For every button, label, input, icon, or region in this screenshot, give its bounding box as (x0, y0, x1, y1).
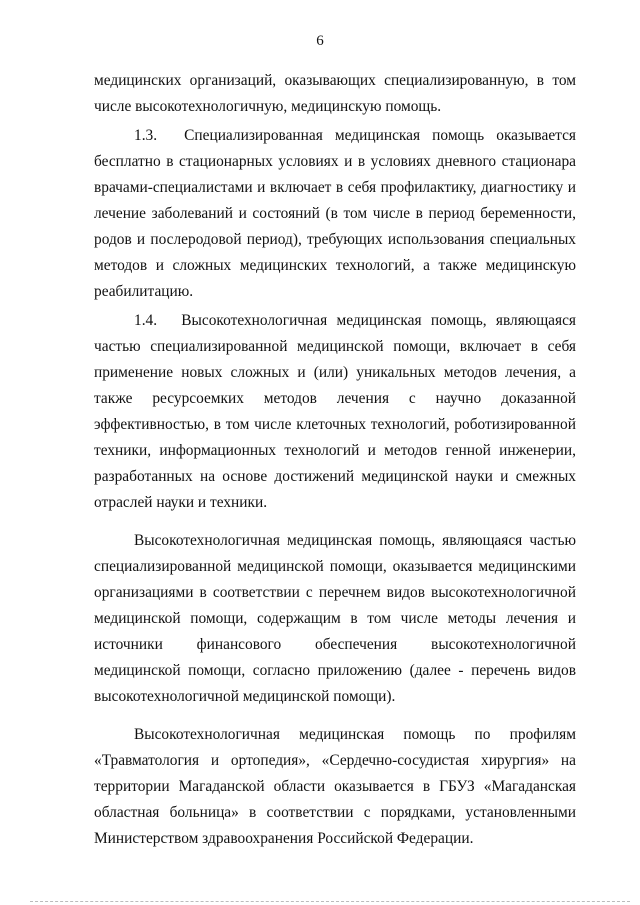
paragraph-clause-1-3 (94, 123, 576, 305)
paragraph-continuation: медицинских организаций, оказывающих специализированную, в том числе высокотехнологичную, медицинскую помощь. (94, 72, 576, 115)
paragraph-hightech-organizations: Высокотехнологичная медицинская помощь, являющаяся частью специализированной медицинской помощи, оказывается медицинскими организациями в соответствии с перечнем видов высокотехнологичной медицинской помощи, содержащим в том числе методы лечения и источники финансового обеспечения высокотехнологичной медицинской помощи, согласно приложению (далее - перечень видов высокотехнологичной медицинской помощи). (94, 532, 576, 705)
clause-number-1-4: 1.4. (134, 312, 158, 329)
clause-number-1-3: 1.3. (134, 127, 158, 144)
paragraph-hightech-profiles: Высокотехнологичная медицинская помощь по профилям «Травматология и ортопедия», «Сердечно-сосудистая хирургия» на территории Магаданской области оказывается в ГБУЗ «Магаданская областная больница» в соответствии с порядками, установленными Министерством здравоохранения Российской Федерации. (94, 726, 576, 847)
clause-text-1-3: Специализированная медицинская помощь оказывается бесплатно в стационарных условиях и в условиях дневного стационара врачами-специалистами и включает в себя профилактику, диагностику и лечение заболеваний и состояний (в том числе в период беременности, родов и послеродовой период), требующих использования специальных методов и сложных медицинских технологий, а также медицинскую реабилитацию. (94, 127, 576, 300)
document-body (94, 68, 576, 852)
clause-text-1-4: Высокотехнологичная медицинская помощь, являющаяся частью специализированной медицинской помощи, включает в себя применение новых сложных и (или) уникальных методов лечения, а также ресурсоемких методов лечения с научно доказанной эффективностью, в том числе клеточных технологий, роботизированной техники, информационных технологий и методов генной инженерии, разработанных на основе достижений медицинской науки и смежных отраслей науки и техники. (94, 312, 576, 511)
paragraph-clause-1-4 (94, 308, 576, 516)
page-number: 6 (316, 33, 324, 49)
page-bottom-edge (30, 901, 630, 902)
